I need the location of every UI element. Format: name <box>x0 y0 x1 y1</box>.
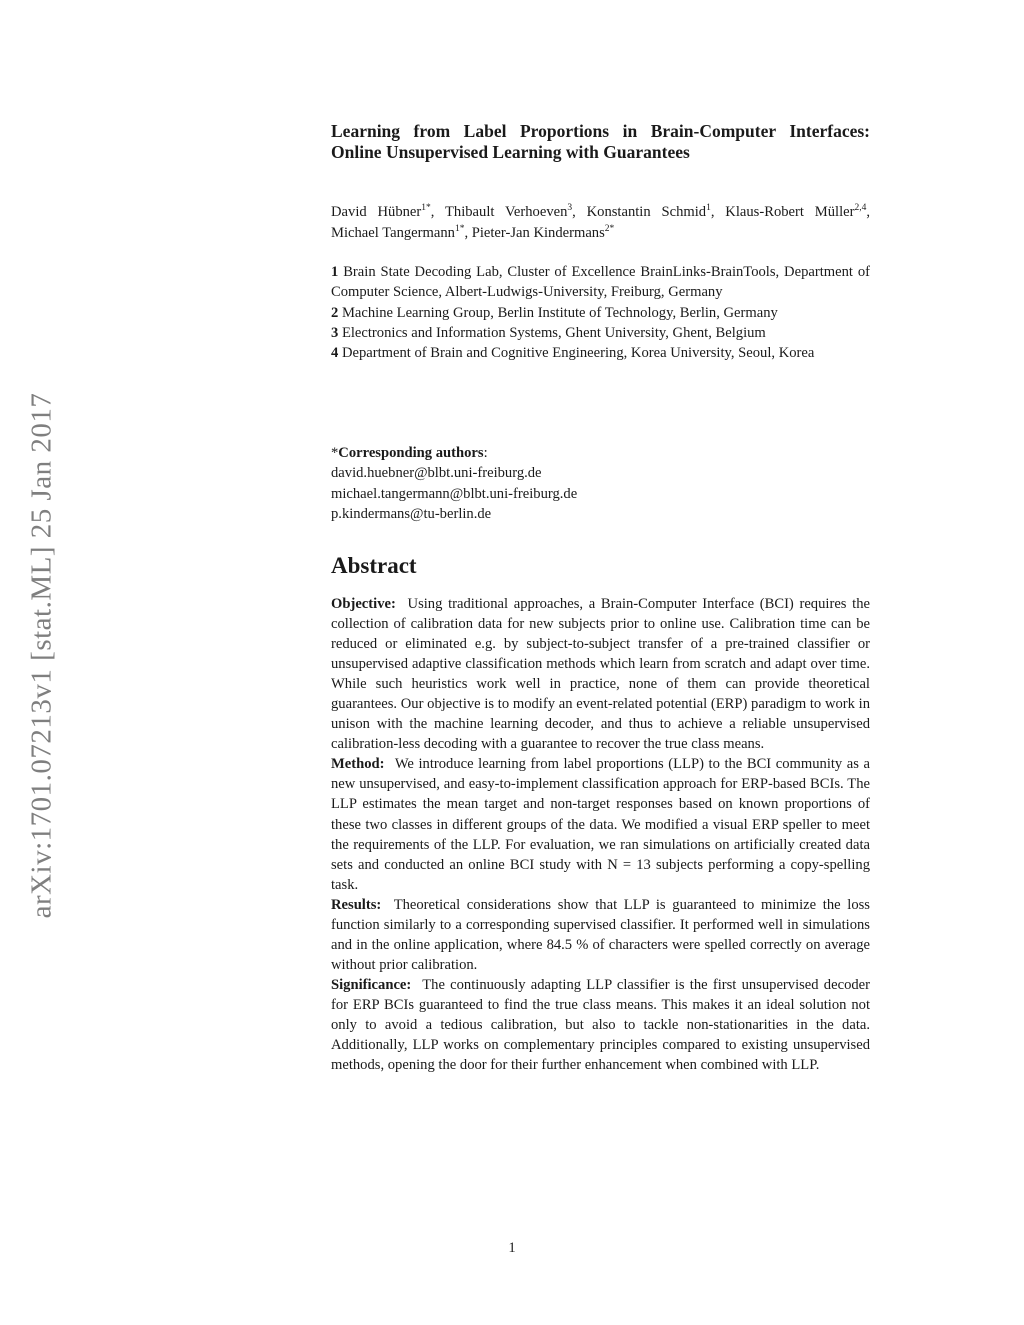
author: David Hübner$^{1*}$, <box>331 203 445 220</box>
significance-label: Significance: <box>331 976 412 993</box>
email-address: michael.tangermann@blbt.uni-freiburg.de <box>331 485 578 502</box>
objective-label: Objective: <box>331 596 396 612</box>
affiliation: 3 Electronics and Information Systems, Ghent University, Ghent, Belgium <box>331 324 766 341</box>
affiliation: 2 Machine Learning Group, Berlin Institute of Technology, Berlin, Germany <box>331 304 778 321</box>
page-number: 1 <box>508 1240 516 1256</box>
abstract-heading: Abstract <box>331 553 417 578</box>
abstract-method: Method: We introduce learning from label proportions (LLP) to the BCI community as a new unsupervised, and easy-to-implement classification approach for ERP-based BCIs. The LLP estimates the mean target and non-target responses based on known proportions of these two classes in different groups of the data. We modified a visual ERP speller to meet the requirements of the LLP. For evaluation, we ran simulations on artificially created data sets and conducted an online BCI study with N = 13 subjects performing a copy-spelling task. <box>331 756 870 893</box>
paper-title: Learning from Label Proportions in Brain-Computer Interfaces: Online Unsupervised Learning with Guarantees <box>331 121 870 162</box>
results-label: Results: <box>331 896 382 913</box>
abstract-body <box>331 594 870 1075</box>
affiliation: 4 Department of Brain and Cognitive Engineering, Korea University, Seoul, Korea <box>331 345 815 362</box>
affiliation-list <box>331 262 870 363</box>
email-address: p.kindermans@tu-berlin.de <box>331 505 492 522</box>
abstract-significance: Significance: The continuously adapting LLP classifier is the first unsupervised decoder for ERP BCIs guaranteed to find the true class means. This makes it an ideal solution not only to avoid a tedious calibration, but also to tackle non-stationarities in the data. Additionally, LLP works on complementary principles compared to existing unsupervised methods, opening the door for their further enhancement when combined with LLP. <box>331 976 870 1074</box>
author: Pieter-Jan Kindermans$^{2*}$ <box>471 224 615 241</box>
abstract-results: Results: Theoretical considerations show that LLP is guaranteed to minimize the loss function similarly to a corresponding supervised classifier. It performed well in simulations and in the online application, where 84.5 % of characters were spelled correctly on average without prior calibration. <box>331 896 870 973</box>
author-list <box>331 202 870 244</box>
author: Konstantin Schmid$^1$, <box>586 203 726 220</box>
abstract-objective: Objective: Using traditional approaches, a Brain-Computer Interface (BCI) requires the collection of calibration data for new subjects prior to online use. Calibration time can be reduced or eliminated e.g. by subject-to-subject transfer of a pre-trained classifier or unsupervised adaptive classification methods which learn from scratch and adapt over time. While such heuristics work well in practice, none of them can provide theoretical guarantees. Our objective is to modify an event-related potential (ERP) paradigm to work in unison with the machine learning decoder, and thus to achieve a reliable unsupervised calibration-less decoding with a guarantee to recover the true class means. <box>331 596 870 753</box>
author: Michael Tangermann$^{1*}$, <box>331 224 472 241</box>
email-address: david.huebner@blbt.uni-freiburg.de <box>331 465 542 482</box>
author: Thibault Verhoeven$^3$, <box>444 203 587 220</box>
method-label: Method: <box>331 756 385 773</box>
corresponding-authors-heading: *Corresponding authors: <box>331 445 488 461</box>
author: Klaus-Robert Müller$^{2,4}$, <box>725 203 870 220</box>
affiliation: 1 Brain State Decoding Lab, Cluster of Excellence BrainLinks-BrainTools, Department of Computer Science, Albert-Ludwigs-University, Freiburg, Germany <box>331 264 870 301</box>
arxiv-identifier: arXiv:1701.07213v1 [stat.ML] 25 Jan 2017 <box>25 392 58 919</box>
corresponding-authors <box>331 443 870 524</box>
